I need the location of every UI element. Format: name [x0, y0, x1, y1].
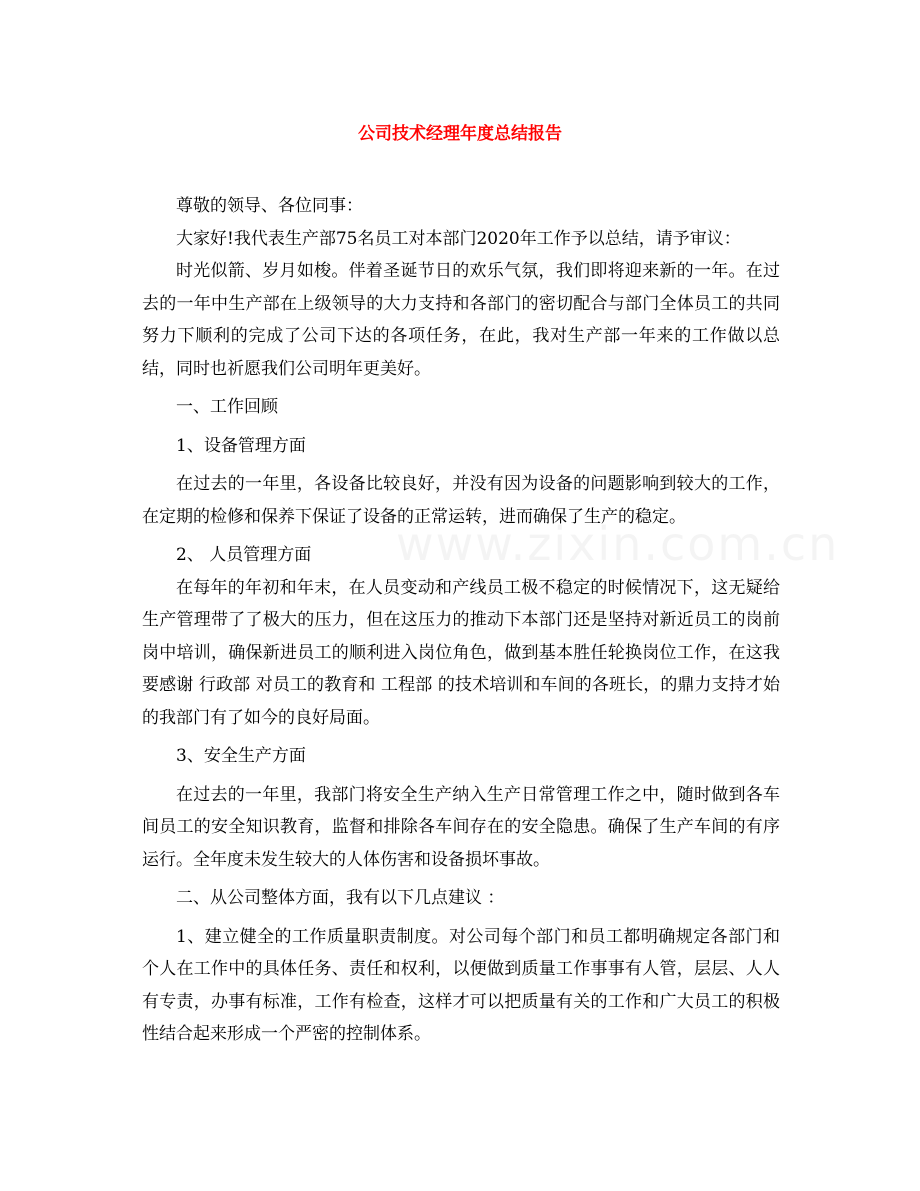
body-paragraph: 在过去的一年里，各设备比较良好，并没有因为设备的问题影响到较大的工作，在定期的检修和保养下保证了设备的正常运转，进而确保了生产的稳定。 — [142, 474, 780, 527]
section-heading: 二、从公司整体方面，我有以下几点建议 ： — [176, 888, 505, 908]
body-paragraph: 大家好!我代表生产部75名员工对本部门2020年工作予以总结，请予审议： — [176, 228, 741, 249]
salutation: 尊敬的领导、各位同事： — [176, 196, 363, 216]
subsection-heading: 2、 人员管理方面 — [176, 545, 312, 565]
body-paragraph: 1、建立健全的工作质量职责制度。对公司每个部门和员工都明确规定各部门和个人在工作中的具体任务、责任和权利，以便做到质量工作事事有人管，层层、人人有专责，办事有标准，工作有检查，这样才可以把质量有关的工作和广大员工的积极性结合起来形成一个严密的控制体系。 — [142, 926, 780, 1044]
body-paragraph: 时光似箭、岁月如梭。伴着圣诞节日的欢乐气氛，我们即将迎来新的一年。在过去的一年中生产部在上级领导的大力支持和各部门的密切配合与部门全体员工的共同努力下顺利的完成了公司下达的各项任务，在此，我对生产部一年来的工作做以总结，同时也祈愿我们公司明年更美好。 — [142, 261, 780, 379]
document-title: 公司技术经理年度总结报告 — [358, 124, 562, 144]
body-paragraph: 在过去的一年里，我部门将安全生产纳入生产日常管理工作之中，随时做到各车间员工的安全知识教育，监督和排除各车间存在的安全隐患。确保了生产车间的有序运行。全年度未发生较大的人体伤害和设备损坏事故。 — [142, 784, 780, 870]
body-paragraph: 在每年的年初和年末，在人员变动和产线员工极不稳定的时候情况下，这无疑给生产管理带了了极大的压力，但在这压力的推动下本部门还是坚持对新近员工的岗前岗中培训，确保新进员工的顺利进入岗位角色，做到基本胜任轮换岗位工作，在这我要感谢 行政部 对员工的教育和 工程部 的技术培训和车间的各班长，的鼎力支持才始的我部门有了如今的良好局面。 — [142, 577, 780, 728]
subsection-heading: 3、安全生产方面 — [176, 746, 306, 766]
section-heading: 一、工作回顾 — [176, 397, 278, 417]
document-body — [142, 190, 780, 1051]
subsection-heading: 1、设备管理方面 — [176, 435, 306, 456]
